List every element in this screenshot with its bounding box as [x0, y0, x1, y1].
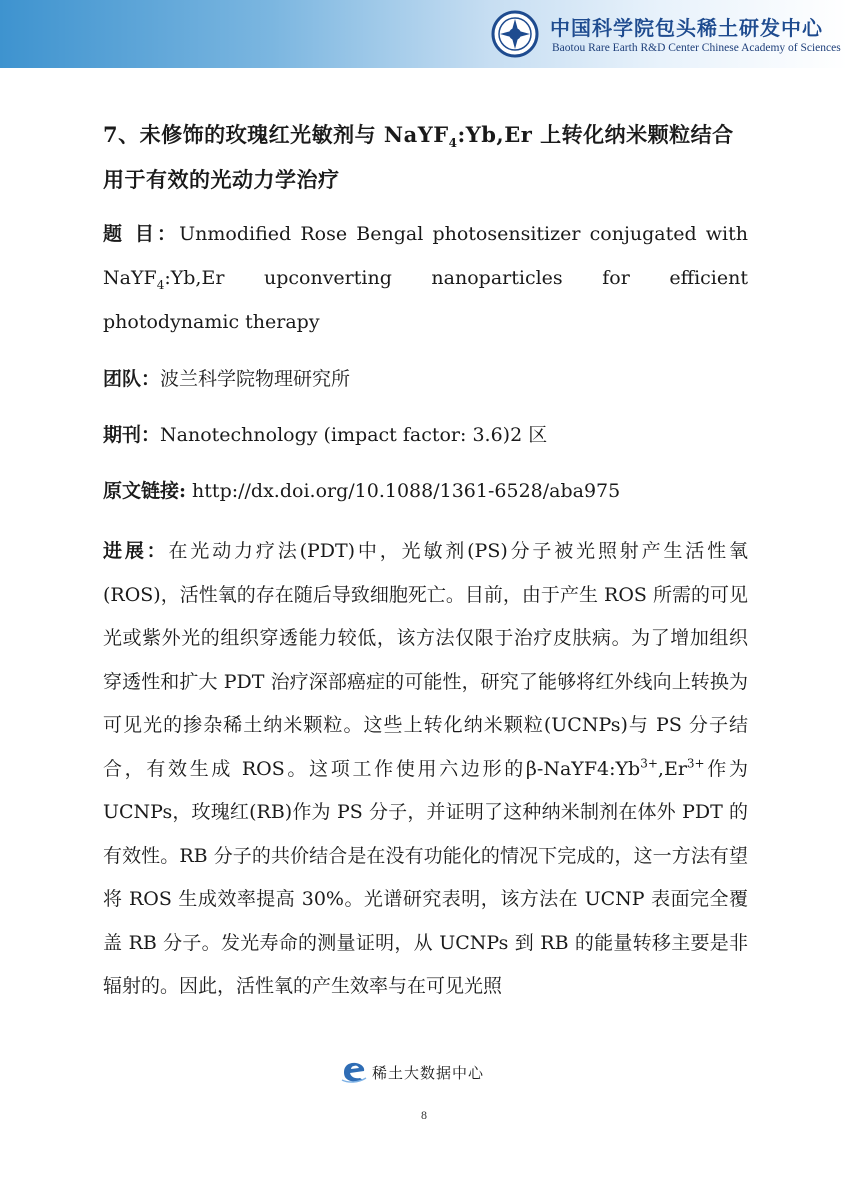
team-label: 团队： — [103, 368, 161, 390]
cas-logo-icon — [491, 10, 539, 58]
progress-label: 进展： — [103, 540, 169, 562]
page-number: 8 — [421, 1108, 427, 1122]
topic-field: 题 目：Unmodified Rose Bengal photosensitizer conjugated with NaYF$_4$:Yb,Er upconverting nanoparticles for efficient photodynamic therapy — [103, 223, 748, 333]
link-field — [103, 469, 748, 513]
link-label: 原文链接: — [103, 480, 187, 502]
doi-link[interactable]: http://dx.doi.org/10.1088/1361-6528/aba975 — [186, 480, 621, 502]
org-name-en: Baotou Rare Earth R&D Center Chinese Academy of Sciences — [552, 42, 841, 54]
journal-label: 期刊： — [103, 424, 161, 446]
journal-field — [103, 413, 748, 457]
progress-field: 进展：在光动力疗法(PDT)中，光敏剂(PS)分子被光照射产生活性氧(ROS)，活性氧的存在随后导致细胞死亡。目前，由于产生 ROS 所需的可见光或紫外光的组织穿透能力较低，该方法仅限于治疗皮肤病。为了增加组织穿透性和扩大 PDT 治疗深部癌症的可能性，研究了能够将红外线向上转换为可见光的掺杂稀土纳米颗粒。这些上转化纳米颗粒(UCNPs)与 PS 分子结合，有效生成 ROS。这项工作使用六边形的$\beta-NaYF4:Yb^{3+},Er^{3+}$作为 UCNPs，玫瑰红(RB)作为 PS 分子，并证明了这种纳米制剂在体外 PDT 的有效性。RB 分子的共价结合是在没有功能化的情况下完成的，这一方法有望将 ROS 生成效率提高 30%。光谱研究表明，该方法在 UCNP 表面完全覆盖 RB 分子。发光寿命的测量证明，从 UCNPs 到 RB 的能量转移主要是非辐射的。因此，活性氧的产生效率与在可见光照 — [103, 540, 748, 997]
article-title: 7、未修饰的玫瑰红光敏剂与 NaYF$_4$:Yb,Er 上转化纳米颗粒结合用于有效的光动力学治疗 — [103, 122, 734, 192]
team-value: 波兰科学院物理研究所 — [160, 368, 351, 390]
team-field — [103, 357, 748, 401]
footer-center-name: 稀土大数据中心 — [372, 1064, 485, 1082]
big-data-center-logo-icon — [340, 1060, 368, 1084]
journal-value: Nanotechnology (impact factor: 3.6)2 区 — [160, 424, 548, 446]
topic-label: 题 目： — [103, 223, 180, 245]
org-name-cn: 中国科学院包头稀土研发中心 — [550, 16, 823, 40]
